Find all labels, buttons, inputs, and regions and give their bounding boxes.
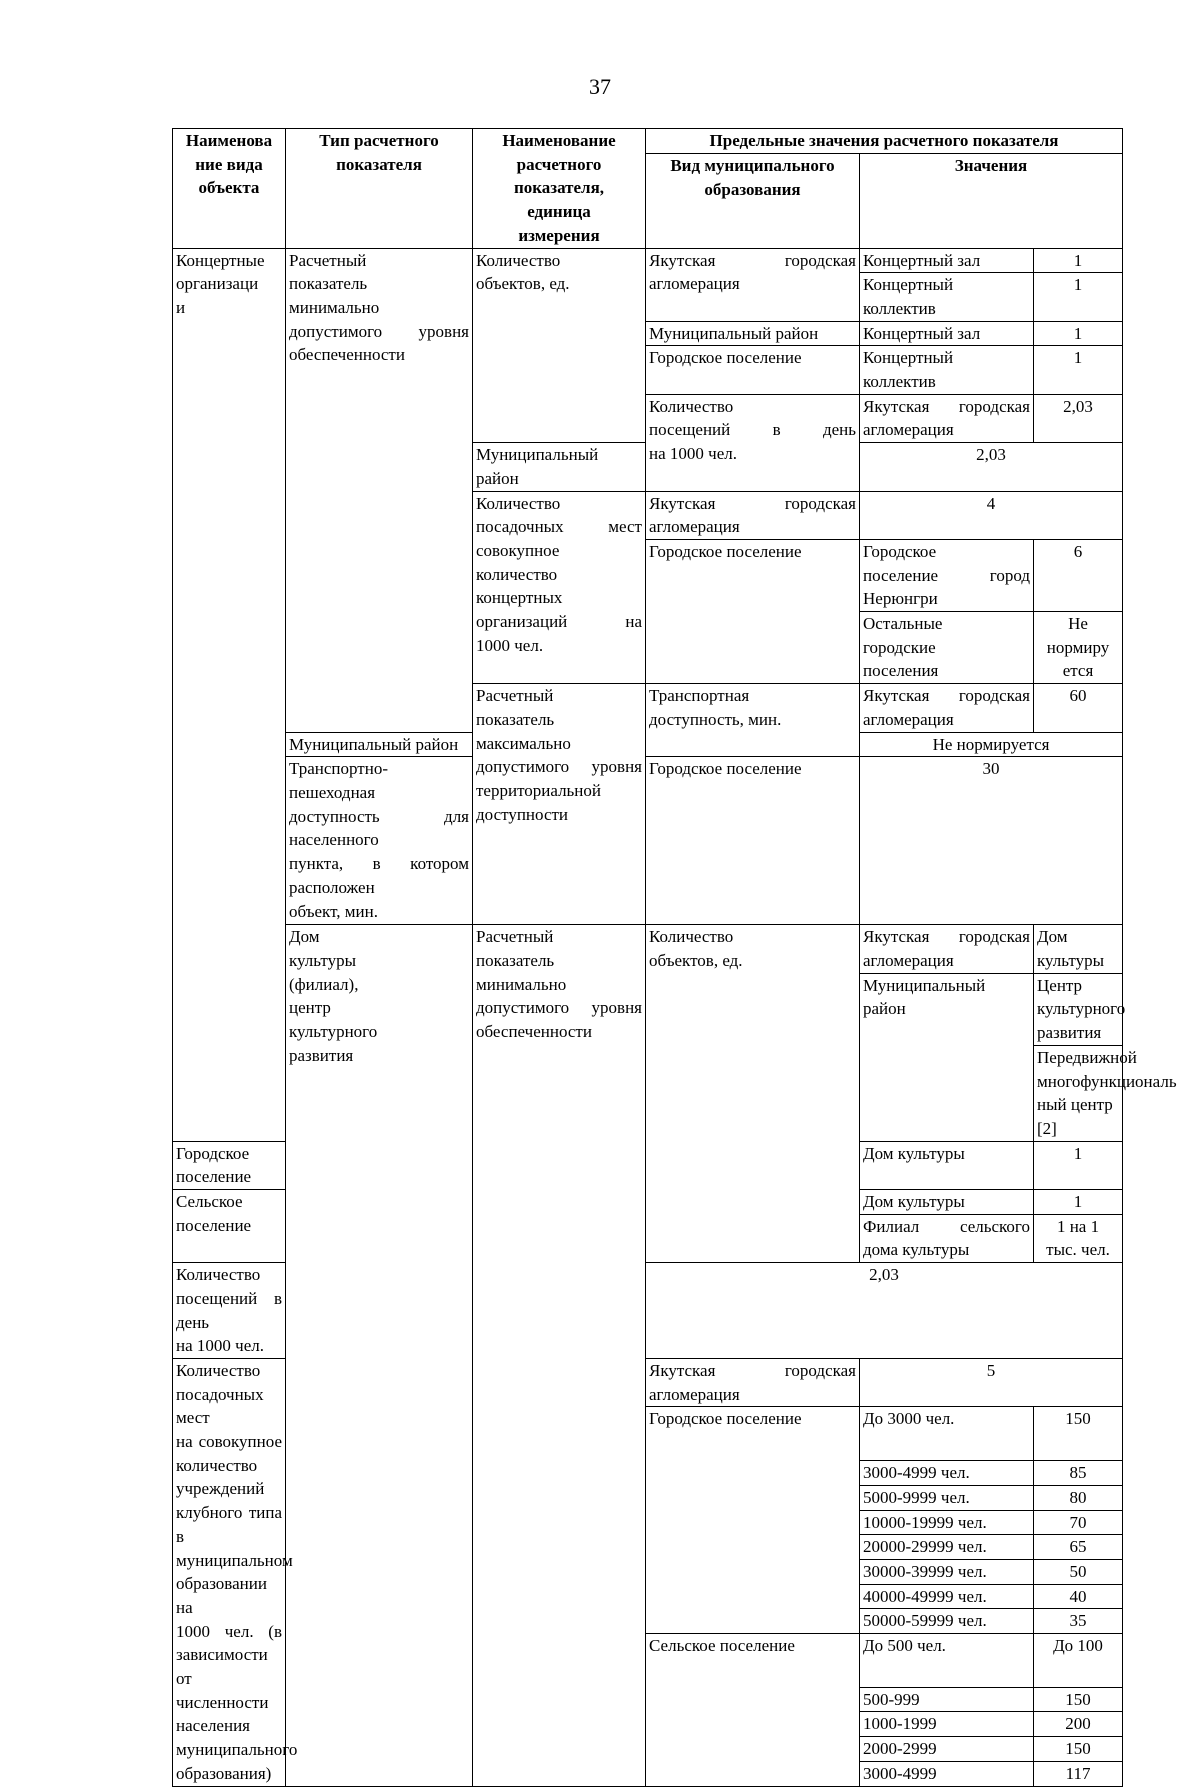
municipal-district: Муниципальный район [286, 732, 473, 757]
value-label: Концертный зал [860, 248, 1034, 273]
indicator-objects-count: Количество объектов, ед. [646, 925, 860, 1263]
value-label: Передвижной многофункциональ ный центр [2] [1034, 1045, 1123, 1141]
indicator-walk-accessibility: Транспортно- пешеходная доступность для населенного пункта, в котором расположен объект, мин. [286, 757, 473, 925]
indicator-type-min-provision: Расчетный показатель минимально допустимого уровня обеспеченности [473, 925, 646, 1786]
population-range: До 3000 чел. [860, 1407, 1034, 1461]
value-number: 85 [1034, 1461, 1123, 1486]
municipal-urban-settlement: Городское поселение [646, 539, 860, 683]
value-number: 1 [1034, 346, 1123, 394]
indicator-transport-accessibility: Транспортная доступность, мин. [646, 684, 860, 757]
value-label: Филиал сельского дома культуры [860, 1214, 1034, 1262]
header-values: Значения [860, 153, 1123, 248]
value-number: 80 [1034, 1485, 1123, 1510]
indicator-type-max-accessibility: Расчетный показатель максимально допустимого уровня территориальной доступности [473, 684, 646, 925]
value-number: 200 [1034, 1712, 1123, 1737]
value-number: 60 [1034, 684, 1123, 732]
municipal-urban-settlement: Городское поселение [173, 1141, 286, 1189]
value-number: 50 [1034, 1559, 1123, 1584]
value-number: 5 [860, 1358, 1123, 1406]
indicator-objects-count: Количество объектов, ед. [473, 248, 646, 443]
value-number: 2,03 [646, 1263, 1123, 1359]
value-label: Дом культуры [860, 1141, 1034, 1189]
value-number: 35 [1034, 1609, 1123, 1634]
population-range: 3000-4999 [860, 1761, 1034, 1786]
header-indicator-name: Наименование расчетного показателя, единица измерения [473, 129, 646, 249]
population-range: До 500 чел. [860, 1634, 1034, 1688]
municipal-yakutsk: Якутская городская агломерация [860, 394, 1034, 442]
value-number: 40 [1034, 1584, 1123, 1609]
population-range: 50000-59999 чел. [860, 1609, 1034, 1634]
municipal-urban-settlement: Городское поселение [646, 346, 860, 394]
indicator-seats-total: Количество посадочных мест совокупное количество концертных организаций на 1000 чел. [473, 491, 646, 684]
municipal-district: Муниципальный район [860, 973, 1034, 1141]
header-limit-values: Предельные значения расчетного показателя [646, 129, 1123, 154]
value-label: Центр культурного развития [1034, 973, 1123, 1045]
indicator-visits-per-day: Количество посещений в день на 1000 чел. [646, 394, 860, 491]
population-range: 40000-49999 чел. [860, 1584, 1034, 1609]
municipal-yakutsk: Якутская городская агломерация [860, 684, 1034, 732]
value-number: 1 [1034, 321, 1123, 346]
value-number: Не нормиру ется [1034, 612, 1123, 684]
value-label: Концертный коллектив [860, 273, 1034, 321]
value-label: Остальные городские поселения [860, 612, 1034, 684]
population-range: 1000-1999 [860, 1712, 1034, 1737]
value-number: 1 [1034, 273, 1123, 321]
municipal-rural-settlement: Сельское поселение [646, 1634, 860, 1787]
municipal-urban-settlement: Городское поселение [646, 757, 860, 925]
value-label: Дом культуры [1034, 925, 1123, 973]
object-house-of-culture: Дом культуры (филиал), центр культурного развития [286, 925, 473, 1786]
value-number: 1 [1034, 248, 1123, 273]
value-number: 2,03 [860, 443, 1123, 491]
value-label: Концертный зал [860, 321, 1034, 346]
municipal-yakutsk: Якутская городская агломерация [646, 1358, 860, 1406]
value-number: 1 [1034, 1190, 1123, 1215]
municipal-yakutsk: Якутская городская агломерация [646, 491, 860, 539]
value-label: Городское поселение город Нерюнгри [860, 539, 1034, 611]
municipal-yakutsk: Якутская городская агломерация [646, 248, 860, 321]
standards-table [172, 128, 1177, 1787]
municipal-rural-settlement: Сельское поселение [173, 1190, 286, 1263]
header-municipal-type: Вид муниципального образования [646, 153, 860, 248]
value-number: 70 [1034, 1510, 1123, 1535]
value-number: 4 [860, 491, 1123, 539]
value-number: 2,03 [1034, 394, 1123, 442]
population-range: 5000-9999 чел. [860, 1485, 1034, 1510]
value-label: Дом культуры [860, 1190, 1034, 1215]
municipal-district: Муниципальный район [646, 321, 860, 346]
value-number: 117 [1034, 1761, 1123, 1786]
indicator-club-seats: Количество посадочных мест на совокупное количество учреждений клубного типа в муниципальном образовании на 1000 чел. (в зависимости от численности населения муниципального образования) [173, 1358, 286, 1786]
population-range: 30000-39999 чел. [860, 1559, 1034, 1584]
indicator-visits-per-day: Количество посещений в день на 1000 чел. [173, 1263, 286, 1359]
value-number: 1 [1034, 1141, 1123, 1189]
municipal-yakutsk: Якутская городская агломерация [860, 925, 1034, 973]
value-number: До 100 [1034, 1634, 1123, 1688]
municipal-urban-settlement: Городское поселение [646, 1407, 860, 1634]
value-number: 65 [1034, 1535, 1123, 1560]
population-range: 10000-19999 чел. [860, 1510, 1034, 1535]
value-number: 150 [1034, 1737, 1123, 1762]
value-number: 150 [1034, 1687, 1123, 1712]
value-number: 1 на 1 тыс. чел. [1034, 1214, 1123, 1262]
municipal-district: Муниципальный район [473, 443, 646, 491]
header-object-type: Наименова ние вида объекта [173, 129, 286, 249]
page-number: 37 [589, 74, 611, 99]
population-range: 3000-4999 чел. [860, 1461, 1034, 1486]
population-range: 20000-29999 чел. [860, 1535, 1034, 1560]
population-range: 500-999 [860, 1687, 1034, 1712]
value-label: Концертный коллектив [860, 346, 1034, 394]
population-range: 2000-2999 [860, 1737, 1034, 1762]
indicator-type-min-provision: Расчетный показатель минимально допустимого уровня обеспеченности [286, 248, 473, 732]
header-indicator-type: Тип расчетного показателя [286, 129, 473, 249]
value-number: Не нормируется [860, 732, 1123, 757]
value-number: 150 [1034, 1407, 1123, 1461]
object-concert-organizations: Концертные организаци и [173, 248, 286, 1141]
value-number: 6 [1034, 539, 1123, 611]
value-number: 30 [860, 757, 1123, 925]
